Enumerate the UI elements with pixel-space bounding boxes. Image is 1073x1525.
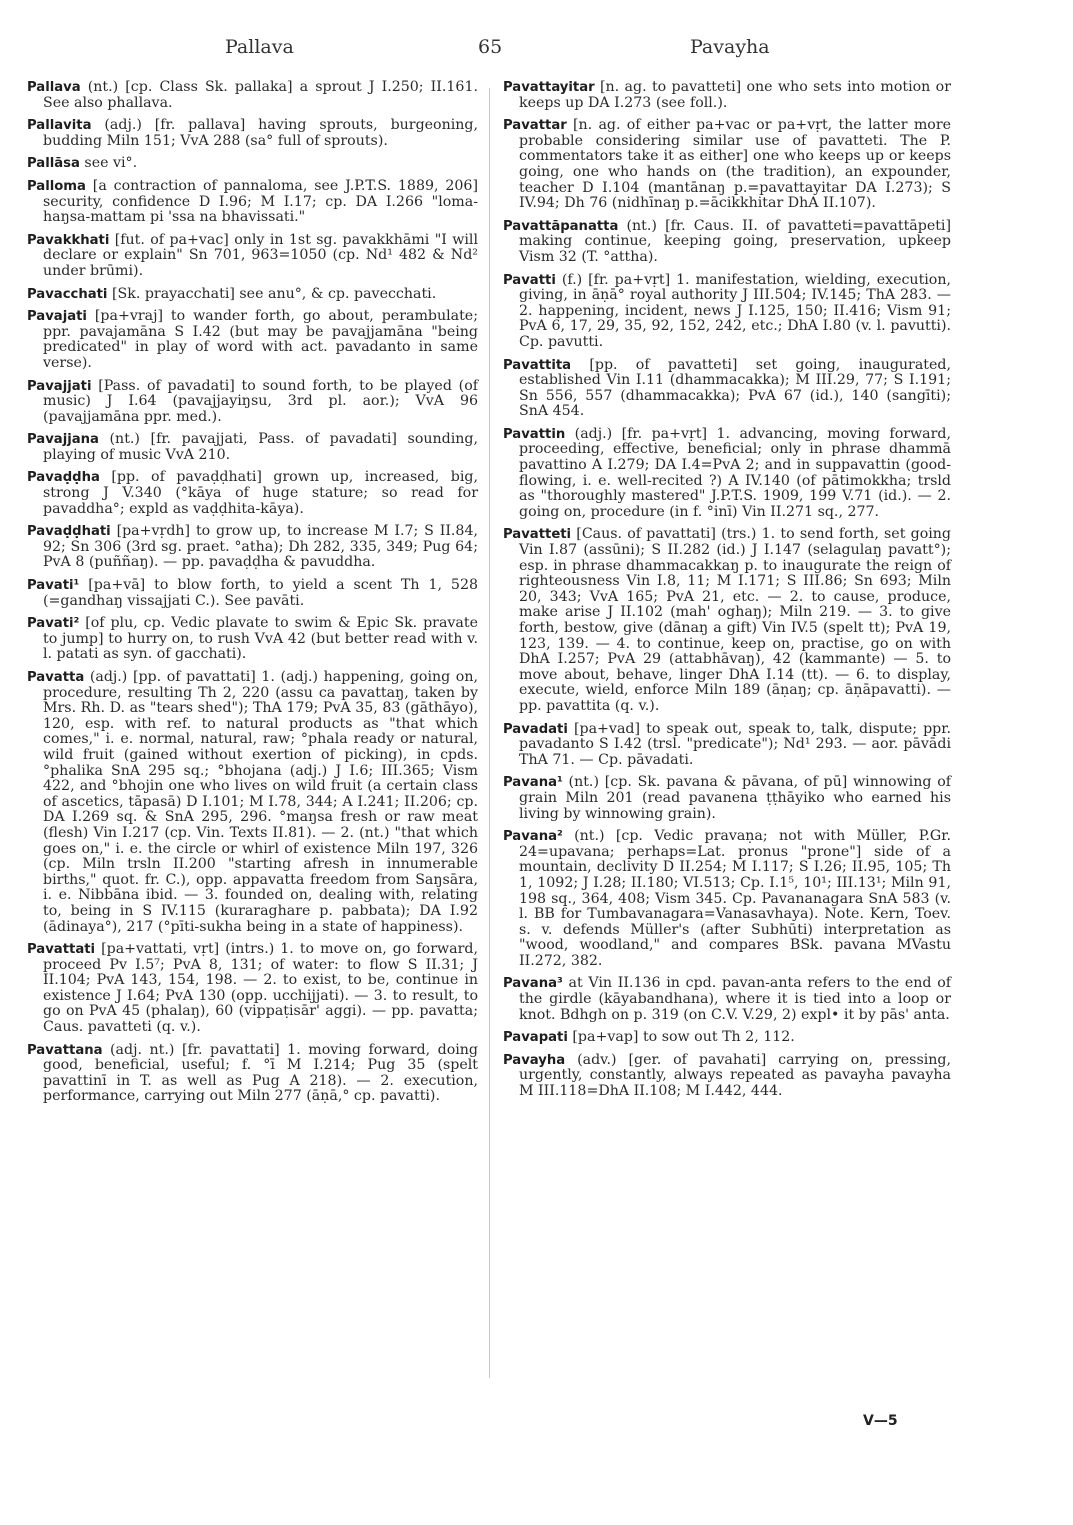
entry-headword: Pavayha: [503, 1052, 566, 1068]
entry-definition: (nt.) [fr. pavajjati, Pass. of pavadati] sounding, playing of music VvA 210.: [43, 431, 478, 463]
entry-definition: [pa+vā] to blow forth, to yield a scent Th 1, 528 (=gandhaŋ vissajjati C.). See pavāti.: [43, 577, 478, 609]
header-right-guideword: Pavayha: [690, 36, 770, 58]
dictionary-entry: [503, 1030, 951, 1046]
entry-definition: [Caus. of pavattati] (trs.) 1. to send forth, set going Vin I.87 (assūni); S II.282 (id.) J I.147 (selagulaŋ pavatt°); esp. in phrase dhammacakkaŋ p. to inaugurate the reign of righteousness Vin I.8, 11; M I.171; S III.86; Sn 693; Miln 20, 343; VvA 165; PvA 21, etc. — 2. to cause, produce, make arise J II.102 (mah' oghaŋ); Miln 219. — 3. to give forth, bestow, give (dānaŋ a gift) Vin IV.5 (spelt tt); PvA 19, 123, 139. — 4. to continue, keep on, practise, go on with DhA I.257; PvA 29 (attabhāvaŋ), 42 (kammante) — 5. to move about, behave, linger DhA I.14 (tt). — 6. to display, execute, wield, enforce Miln 189 (āṇaŋ; cp. āṇāpavatti). — pp. pavattita (q. v.).: [519, 526, 951, 714]
entry-definition: (adj. nt.) [fr. pavattati] 1. moving forward, doing good, beneficial, useful; f. °ī M I.214; Pug 35 (spelt pavattinī in T. as well as Pug A 218). — 2. execution, performance, carrying out Miln 277 (āṇā,° cp. pavatti).: [43, 1041, 478, 1105]
dictionary-entry: [27, 616, 478, 663]
page-number: 65: [478, 36, 503, 58]
entry-headword: Pavattana: [27, 1042, 103, 1058]
entry-definition: (nt.) [cp. Class Sk. pallaka] a sprout J I.250; II.161. See also phallava.: [43, 79, 478, 111]
entry-definition: (nt.) [cp. Vedic pravaṇa; not with Müller, P.Gr. 24=upavana; perhaps=Lat. pronus "prone"] side of a mountain, declivity D II.254; M I.117; S I.26; II.95, 105; Th 1, 1092; J I.28; II.180; VI.513; Cp. I.1⁵, 10¹; III.13¹; Miln 91, 198 sq., 364, 408; Vism 345. Cp. Pavananagara SnA 583 (v. l. BB for Tumbavanagara=Vanasavhaya). Note. Kern, Toev. s. v. defends Müller's (after Subhūti) interpretation as "wood, woodland," and compares BSk. pavana MVastu II.272, 382.: [519, 828, 951, 969]
entry-headword: Palloma: [27, 178, 86, 194]
dictionary-entry: [27, 156, 478, 172]
dictionary-entry: [27, 578, 478, 609]
entry-headword: Pavati²: [27, 616, 80, 632]
entry-definition: [fut. of pa+vac] only in 1st sg. pavakkhāmi "I will declare or explain" Sn 701, 963=1050 (cp. Nd¹ 482 & Nd² under brūmi).: [43, 231, 478, 279]
entry-headword: Pallāsa: [27, 156, 80, 172]
dictionary-entry: [27, 233, 478, 280]
entry-definition: (nt.) [fr. Caus. II. of pavatteti=pavattāpeti] making continue, keeping going, preservation, upkeep Vism 32 (T. °attha).: [519, 217, 951, 265]
entry-definition: [a contraction of pannaloma, see J.P.T.S. 1889, 206] security, confidence D I.96; M I.17; cp. DA I.266 "loma-haŋsa-mattam pi 'ssa na bhavissati.": [43, 177, 478, 226]
dictionary-entry: [503, 273, 951, 351]
entry-headword: Pavattar: [503, 118, 567, 134]
dictionary-entry: [503, 427, 951, 521]
entry-definition: [n. ag. to pavatteti] one who sets into motion or keeps up DA I.273 (see foll.).: [519, 79, 951, 111]
entry-definition: [Sk. prayacchati] see anu°, & cp. pavecchati.: [107, 285, 437, 302]
entry-headword: Pavapati: [503, 1030, 568, 1046]
entry-definition: [Pass. of pavadati] to sound forth, to be played (of music) J I.64 (pavajjayiŋsu, 3rd pl. aor.); VvA 96 (pavajjamāna ppr. med.).: [43, 377, 478, 425]
dictionary-entry: [27, 80, 478, 111]
entry-definition: at Vin II.136 in cpd. pavan-anta refers to the end of the girdle (kāyabandhana), where it is tied into a loop or knot. Bdhgh on p. 319 (on C.V. V.29, 2) expl• it by pās' anta.: [519, 975, 951, 1023]
header-left-guideword: Pallava: [225, 36, 294, 58]
dictionary-entry: [503, 976, 951, 1023]
entry-definition: [pa+vad] to speak out, speak to, talk, dispute; ppr. pavadanto S I.42 (trsl. "predicate"); Nd¹ 293. — aor. pāvādi ThA 71. — Cp. pāvadati.: [519, 720, 951, 768]
entry-definition: (f.) [fr. pa+vṛt] 1. manifestation, wielding, execution, giving, in āṇā° royal authority J III.504; IV.145; ThA 283. — 2. happening, incident, news J I.125, 150; II.416; Vism 91; PvA 6, 17, 29, 35, 92, 152, 242, etc.; DhA I.80 (v. l. pavutti). Cp. pavutti.: [519, 271, 951, 350]
dictionary-entry: [503, 358, 951, 420]
entry-definition: (adj.) [pp. of pavattati] 1. (adj.) happening, going on, procedure, resulting Th 2, 220 (assu ca pavattaŋ, taken by Mrs. Rh. D. as "tears shed"); ThA 179; PvA 35, 83 (gāthāyo), 120, esp. with ref. to natural products as "that which comes," i. e. normal, natural, raw; °phala ready or natural, wild fruit (gained without exertion of picking), in cpds. °phalika SnA 295 sq.; °bhojana (adj.) J I.6; III.365; Vism 422, and °bhojin one who lives on wild fruit (a certain class of ascetics, tāpasā) D I.101; M I.78, 344; A I.241; II.206; cp. DA I.269 sq. & SnA 295, 296. °maŋsa fresh or raw meat (flesh) Vin I.217 (cp. Vin. Texts II.81). — 2. (nt.) "that which goes on," i. e. the circle or whirl of existence Miln 197, 326 (cp. Miln trsln II.200 "starting afresh in innumerable births," quot. fr. C.), opp. appavatta freedom from Saŋsāra, i. e. Nibbāna ibid. — 3. founded on, dealing with, relating to, being in S IV.115 (kuraraghare p. pabbata); DA I.92 (ādinaya°), 217 (°pīti-sukha being in a state of happiness).: [43, 669, 478, 935]
dictionary-entry: [27, 524, 478, 571]
entry-definition: (adj.) [fr. pa+vṛt] 1. advancing, moving forward, proceeding, effective, beneficial; only in phrase dhammā pavattino A I.279; DA I.4=PvA 2; and in suppavattin (good-flowing, i. e. well-recited ?) A IV.140 (of pātimokkha; trsld as "thoroughly mastered" J.P.T.S. 1909, 199 V.71 (id.). — 2. going on, procedure (in f. °inī) Vin II.271 sq., 277.: [519, 425, 951, 520]
entry-definition: [n. ag. of either pa+vac or pa+vṛt, the latter more probable considering similar use of pavatteti. The P. commentators take it as either] one who keeps up or keeps going, one who hands on (the tradition), an expounder, teacher D I.104 (mantānaŋ p.=pavattayitar DA I.273); S IV.94; Dh 76 (nidhīnaŋ p.=ācikkhitar DhA II.107).: [519, 117, 951, 212]
entry-definition: see vi°.: [79, 155, 138, 172]
dictionary-entry: [503, 219, 951, 266]
entry-headword: Pavana²: [503, 829, 563, 845]
entry-headword: Pavajjati: [27, 378, 92, 394]
entry-headword: Pallavita: [27, 118, 92, 134]
dictionary-entry: [503, 722, 951, 769]
entry-headword: Pavakkhati: [27, 232, 110, 248]
dictionary-entry: [503, 775, 951, 822]
entry-definition: [pp. of pavaḍḍhati] grown up, increased, big, strong J V.340 (°kāya of huge stature; so read for pavaddha°; expld as vaḍḍhita-kāya).: [43, 469, 478, 517]
entry-definition: (adj.) [fr. pallava] having sprouts, burgeoning, budding Miln 151; VvA 288 (sa° full of sprouts).: [43, 117, 478, 149]
left-column: [27, 80, 478, 1112]
entry-definition: [pa+vraj] to wander forth, go about, perambulate; ppr. pavajamāna S I.42 (but may be pavajjamāna "being predicated" in play of word with act. pavadanto in same verse).: [43, 308, 478, 371]
entry-headword: Pavana¹: [503, 775, 563, 791]
entry-headword: Pallava: [27, 80, 81, 95]
dictionary-entry: [503, 829, 951, 969]
dictionary-entry: [27, 670, 478, 935]
entry-headword: Pavattati: [27, 942, 96, 958]
entry-headword: Pavattāpanatta: [503, 218, 619, 234]
column-divider: [489, 88, 490, 1378]
entry-headword: Pavacchati: [27, 286, 108, 302]
entry-headword: Pavaḍḍha: [27, 470, 100, 486]
dictionary-entry: [27, 309, 478, 371]
entry-headword: Pavajati: [27, 309, 87, 325]
entry-headword: Pavattayitar: [503, 80, 595, 95]
dictionary-entry: [27, 432, 478, 463]
dictionary-entry: [27, 379, 478, 426]
entry-headword: Pavajjana: [27, 432, 99, 448]
entry-definition: [pa+vap] to sow out Th 2, 112.: [567, 1029, 795, 1046]
entry-definition: [of plu, cp. Vedic plavate to swim & Epic Sk. pravate to jump] to hurry on, to rush VvA 42 (but better read with v. l. patati as syn. of gacchati).: [43, 615, 478, 663]
entry-headword: Pavana³: [503, 976, 563, 992]
entry-definition: (nt.) [cp. Sk. pavana & pāvana, of pū] winnowing of grain Miln 201 (read pavanena ṭṭhāyiko who earned his living by winnowing grain).: [519, 774, 951, 822]
dictionary-entry: [27, 470, 478, 517]
dictionary-entry: [27, 942, 478, 1036]
entry-headword: Pavadati: [503, 721, 568, 737]
entry-headword: Pavatta: [27, 670, 85, 685]
dictionary-entry: [503, 80, 951, 111]
entry-headword: Pavatti: [503, 272, 556, 288]
entry-headword: Pavatteti: [503, 527, 572, 543]
page-header: [0, 36, 1073, 68]
right-column: [503, 80, 951, 1107]
dictionary-entry: [27, 179, 478, 226]
dictionary-entry: [503, 118, 951, 212]
dictionary-entry: [27, 287, 478, 303]
dictionary-entry: [503, 1053, 951, 1100]
entry-headword: Pavaḍḍhati: [27, 524, 111, 540]
dictionary-entry: [27, 1043, 478, 1105]
entry-definition: [pp. of pavatteti] set going, inaugurated, established Vin I.11 (dhammacakka); M III.29, 77; S I.191; Sn 556, 557 (dhammacakka); PvA 67 (id.), 140 (sangīti); SnA 454.: [519, 356, 951, 420]
dictionary-entry: [503, 527, 951, 714]
entry-definition: (adv.) [ger. of pavahati] carrying on, pressing, urgently, constantly, always repeated as pavayha pavayha M III.118=DhA II.108; M I.442, 444.: [519, 1051, 951, 1100]
dictionary-entry: [27, 118, 478, 149]
entry-definition: [pa+vattati, vṛt] (intrs.) 1. to move on, go forward, proceed Pv I.5⁷; PvA 8, 131; of water: to flow S II.31; J II.104; PvA 143, 154, 198. — 2. to exist, to be, continue in existence J I.64; PvA 130 (opp. ucchijjati). — 3. to result, to go on PvA 45 (phalaŋ), 60 (vippaṭisār' aggi). — pp. pavatta; Caus. pavatteti (q. v.).: [43, 941, 478, 1036]
entry-headword: Pavati¹: [27, 578, 80, 594]
entry-headword: Pavattita: [503, 357, 572, 373]
signature-mark: V—5: [863, 1413, 898, 1429]
entry-definition: [pa+vṛdh] to grow up, to increase M I.7; S II.84, 92; Sn 306 (3rd sg. praet. °atha); Dh 282, 335, 349; Pug 64; PvA 8 (puññaŋ). — pp. pavaḍḍha & pavuddha.: [43, 523, 478, 571]
entry-headword: Pavattin: [503, 426, 566, 442]
